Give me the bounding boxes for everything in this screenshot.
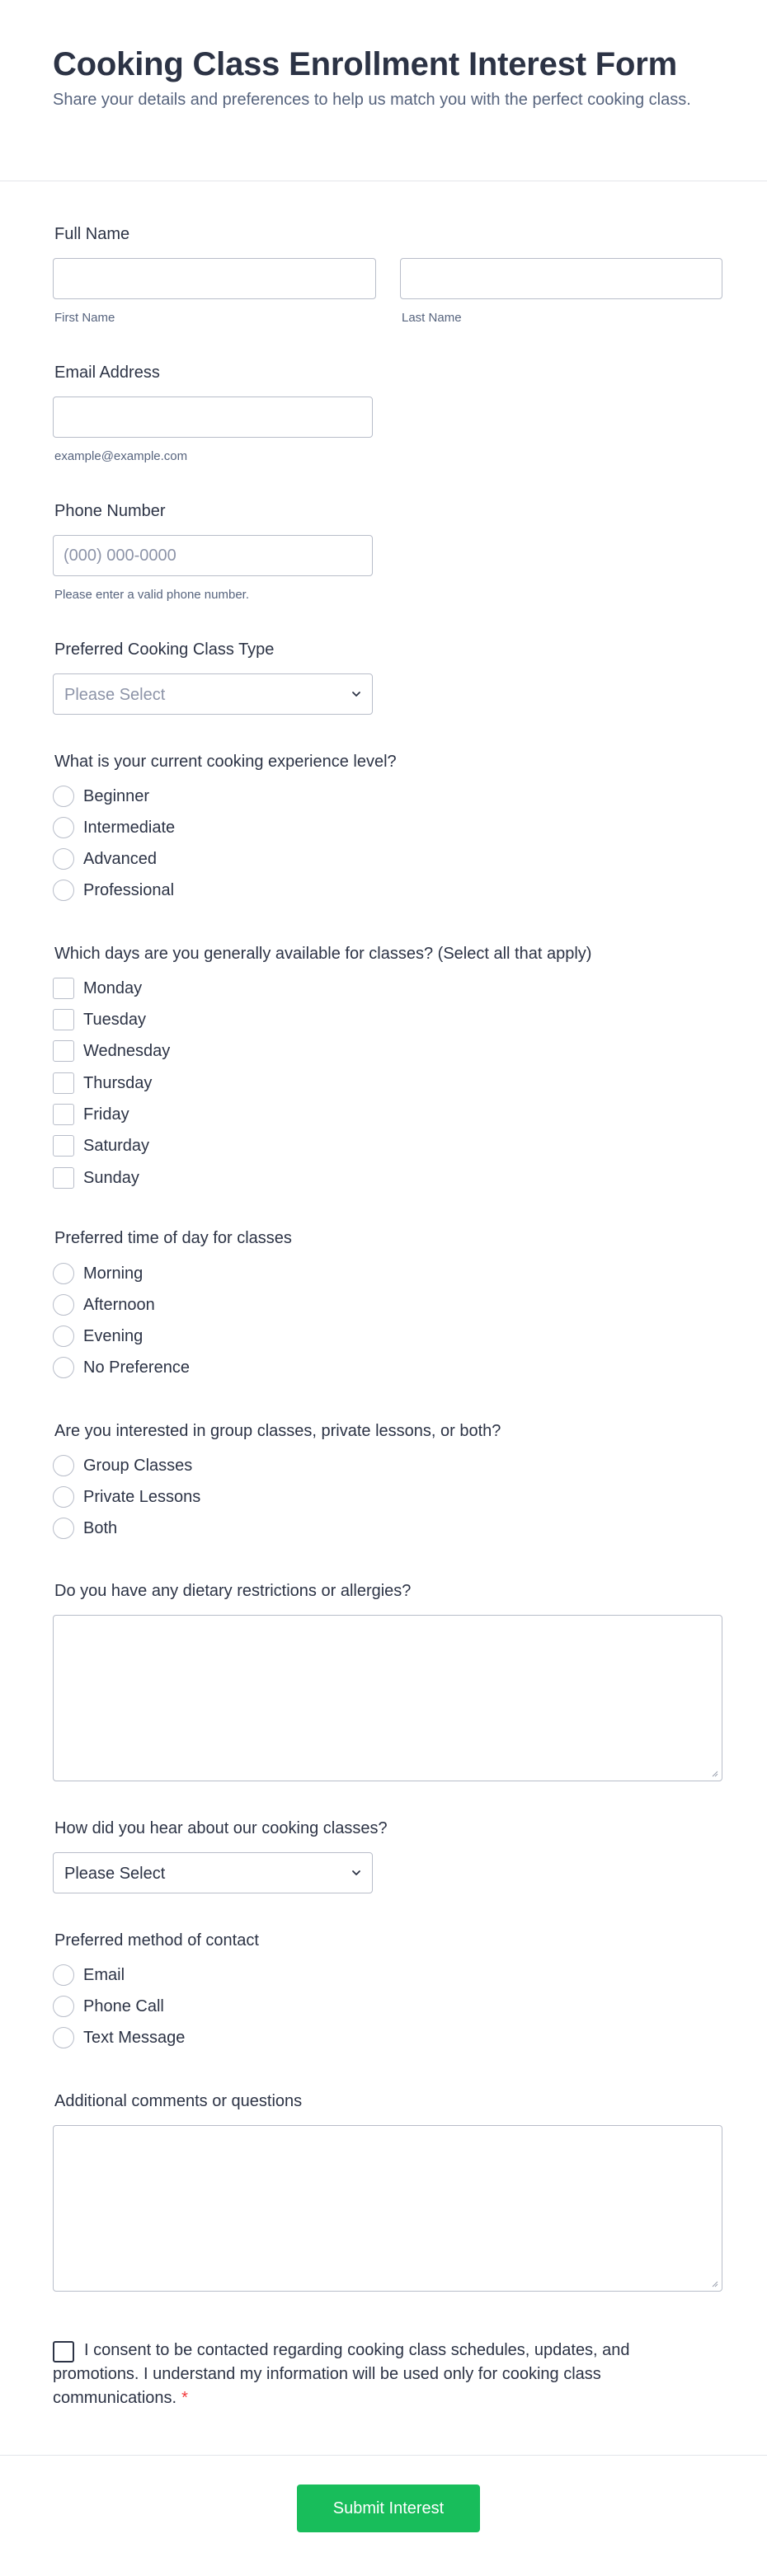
referral-select[interactable]: [53, 1852, 373, 1893]
radio-button[interactable]: [53, 1357, 74, 1378]
checkbox[interactable]: [53, 978, 74, 999]
contact-method-label: Preferred method of contact: [54, 1931, 259, 1950]
phone-field[interactable]: [53, 535, 373, 576]
consent-statement: [53, 2339, 647, 2410]
checkbox[interactable]: [53, 1072, 74, 1094]
days-label: Which days are you generally available for classes? (Select all that apply): [54, 945, 592, 963]
radio-button[interactable]: [53, 1486, 74, 1508]
last-name-input[interactable]: [401, 259, 722, 298]
phone-label: Phone Number: [54, 502, 166, 520]
full-name-label: Full Name: [54, 225, 130, 243]
phone-sublabel: Please enter a valid phone number.: [54, 588, 249, 602]
option-label: Both: [83, 1519, 118, 1537]
form-subtitle: Share your details and preferences to help us match you with the perfect cooking class.: [53, 91, 691, 109]
dietary-label: Do you have any dietary restrictions or allergies?: [54, 1582, 412, 1600]
option-label: Wednesday: [83, 1042, 171, 1060]
radio-button[interactable]: [53, 1964, 74, 1986]
comments-label: Additional comments or questions: [54, 2092, 303, 2110]
chevron-down-icon: [351, 688, 362, 700]
option-label: Private Lessons: [83, 1488, 201, 1506]
option-label: Text Message: [83, 2029, 186, 2047]
referral-selected-value: Please Select: [64, 1865, 166, 1883]
option-label: Professional: [83, 881, 175, 899]
first-name-input[interactable]: [54, 259, 375, 298]
email-field[interactable]: [53, 396, 373, 438]
option-label: Afternoon: [83, 1296, 155, 1314]
consent-text: I consent to be contacted regarding cooking class schedules, updates, and promotions. I understand my information will be used only for cooking class communications.: [53, 2341, 630, 2407]
required-asterisk: *: [181, 2389, 188, 2407]
option-label: Saturday: [83, 1137, 150, 1155]
comments-textarea-field[interactable]: [53, 2125, 722, 2292]
option-label: Tuesday: [83, 1011, 146, 1029]
email-input[interactable]: [54, 397, 372, 437]
class-type-select[interactable]: [53, 673, 373, 715]
option-label: Beginner: [83, 787, 150, 805]
email-sublabel: example@example.com: [54, 449, 188, 463]
class-type-label: Preferred Cooking Class Type: [54, 640, 275, 659]
option-label: Intermediate: [83, 819, 176, 837]
submit-button[interactable]: Submit Interest: [297, 2485, 480, 2532]
time-of-day-label: Preferred time of day for classes: [54, 1229, 292, 1247]
option-label: Monday: [83, 979, 143, 997]
comments-textarea[interactable]: [54, 2126, 722, 2291]
option-label: Advanced: [83, 850, 157, 868]
option-label: No Preference: [83, 1358, 190, 1377]
radio-button[interactable]: [53, 817, 74, 838]
referral-label: How did you hear about our cooking classes?: [54, 1819, 388, 1837]
form-header: [0, 0, 767, 181]
radio-button[interactable]: [53, 1263, 74, 1284]
footer-divider: [0, 2455, 767, 2456]
option-label: Thursday: [83, 1074, 153, 1092]
radio-button[interactable]: [53, 786, 74, 807]
radio-button[interactable]: [53, 1326, 74, 1347]
option-label: Phone Call: [83, 1997, 164, 2015]
radio-button[interactable]: [53, 1996, 74, 2017]
option-label: Morning: [83, 1265, 144, 1283]
option-label: Email: [83, 1966, 125, 1984]
chevron-down-icon: [351, 1867, 362, 1879]
dietary-textarea-field[interactable]: [53, 1615, 722, 1781]
email-label: Email Address: [54, 364, 160, 382]
experience-label: What is your current cooking experience level?: [54, 753, 397, 771]
checkbox[interactable]: [53, 1040, 74, 1062]
first-name-field[interactable]: [53, 258, 376, 299]
radio-button[interactable]: [53, 880, 74, 901]
checkbox[interactable]: [53, 1104, 74, 1125]
checkbox[interactable]: [53, 1167, 74, 1189]
radio-button[interactable]: [53, 1518, 74, 1539]
radio-button[interactable]: [53, 2027, 74, 2048]
checkbox[interactable]: [53, 1009, 74, 1030]
class-format-label: Are you interested in group classes, private lessons, or both?: [54, 1422, 501, 1440]
resize-grip-icon[interactable]: [710, 1769, 718, 1777]
radio-button[interactable]: [53, 1455, 74, 1476]
option-label: Group Classes: [83, 1457, 193, 1475]
option-label: Evening: [83, 1327, 144, 1345]
option-label: Friday: [83, 1105, 129, 1124]
option-label: Sunday: [83, 1169, 139, 1187]
form-title: Cooking Class Enrollment Interest Form: [53, 46, 677, 82]
class-type-selected-value: Please Select: [64, 686, 166, 704]
phone-input[interactable]: [54, 536, 372, 575]
radio-button[interactable]: [53, 848, 74, 870]
dietary-textarea[interactable]: [54, 1616, 722, 1781]
resize-grip-icon[interactable]: [710, 2279, 718, 2287]
first-name-sublabel: First Name: [54, 311, 115, 325]
last-name-field[interactable]: [400, 258, 722, 299]
radio-button[interactable]: [53, 1294, 74, 1316]
last-name-sublabel: Last Name: [402, 311, 462, 325]
checkbox[interactable]: [53, 1135, 74, 1157]
